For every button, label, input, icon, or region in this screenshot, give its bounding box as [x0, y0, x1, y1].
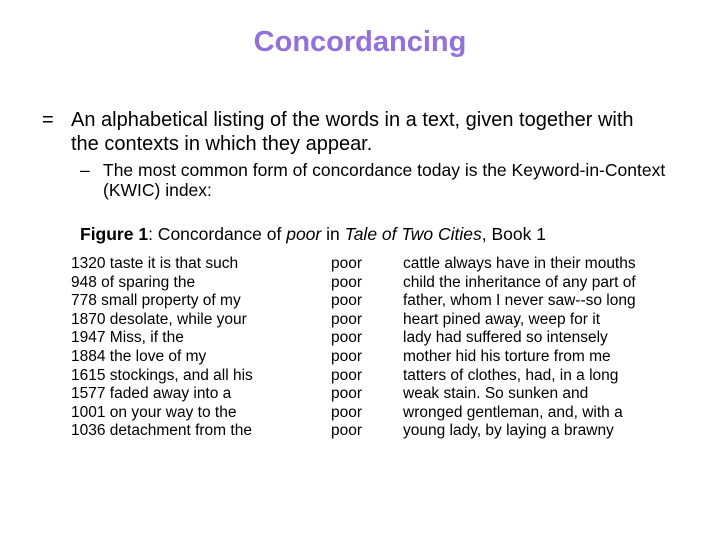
left-context: 1870 desolate, while your	[71, 310, 247, 328]
keyword: poor	[331, 292, 363, 310]
bullet-equals-marker: =	[42, 109, 54, 131]
keyword: poor	[331, 329, 363, 347]
kwic-left-context-column	[71, 255, 253, 441]
right-context: weak stain. So sunken and	[403, 385, 589, 403]
figure-caption	[80, 224, 546, 245]
caption-part-b: in	[321, 224, 345, 244]
left-context: 948 of sparing the	[71, 273, 196, 291]
right-context: heart pined away, weep for it	[403, 310, 601, 328]
kwic-sub-bullet	[80, 160, 680, 200]
right-context: child the inheritance of any part of	[403, 273, 636, 291]
caption-part-a: : Concordance of	[148, 224, 287, 244]
caption-keyword: poor	[286, 224, 322, 244]
left-context: 1320 taste it is that such	[71, 255, 239, 272]
keyword: poor	[331, 273, 363, 291]
keyword: poor	[331, 422, 363, 440]
right-context: father, whom I never saw--so long	[403, 292, 636, 310]
definition-text: An alphabetical listing of the words in a text, given together with the contexts in which they appear.	[71, 109, 634, 155]
right-context: tatters of clothes, had, in a long	[403, 366, 619, 384]
slide-title: Concordancing	[253, 26, 467, 58]
right-context: lady had suffered so intensely	[403, 329, 608, 347]
caption-part-c: , Book 1	[481, 224, 546, 244]
left-context: 1036 detachment from the	[71, 422, 252, 440]
kwic-right-context-column	[403, 255, 636, 441]
keyword: poor	[331, 385, 363, 403]
keyword: poor	[331, 255, 363, 272]
right-context: cattle always have in their mouths	[403, 255, 636, 272]
right-context: young lady, by laying a brawny	[403, 422, 614, 440]
keyword: poor	[331, 403, 363, 421]
left-context: 1947 Miss, if the	[71, 329, 184, 347]
kwic-description-text: The most common form of concordance today is the Keyword-in-Context (KWIC) index:	[103, 160, 666, 200]
right-context: wronged gentleman, and, with a	[403, 403, 623, 421]
keyword: poor	[331, 366, 363, 384]
caption-book-title: Tale of Two Cities	[344, 224, 482, 244]
left-context: 1615 stockings, and all his	[71, 366, 253, 384]
kwic-keyword-column	[331, 255, 362, 441]
right-context: mother hid his torture from me	[403, 347, 611, 365]
keyword: poor	[331, 310, 363, 328]
left-context: 1884 the love of my	[71, 347, 207, 365]
bullet-dash-marker: –	[80, 160, 90, 180]
keyword: poor	[331, 347, 363, 365]
left-context: 1001 on your way to the	[71, 403, 237, 421]
definition-bullet	[42, 108, 662, 156]
left-context: 1577 faded away into a	[71, 385, 232, 403]
left-context: 778 small property of my	[71, 292, 241, 310]
figure-label: Figure 1	[80, 224, 149, 244]
